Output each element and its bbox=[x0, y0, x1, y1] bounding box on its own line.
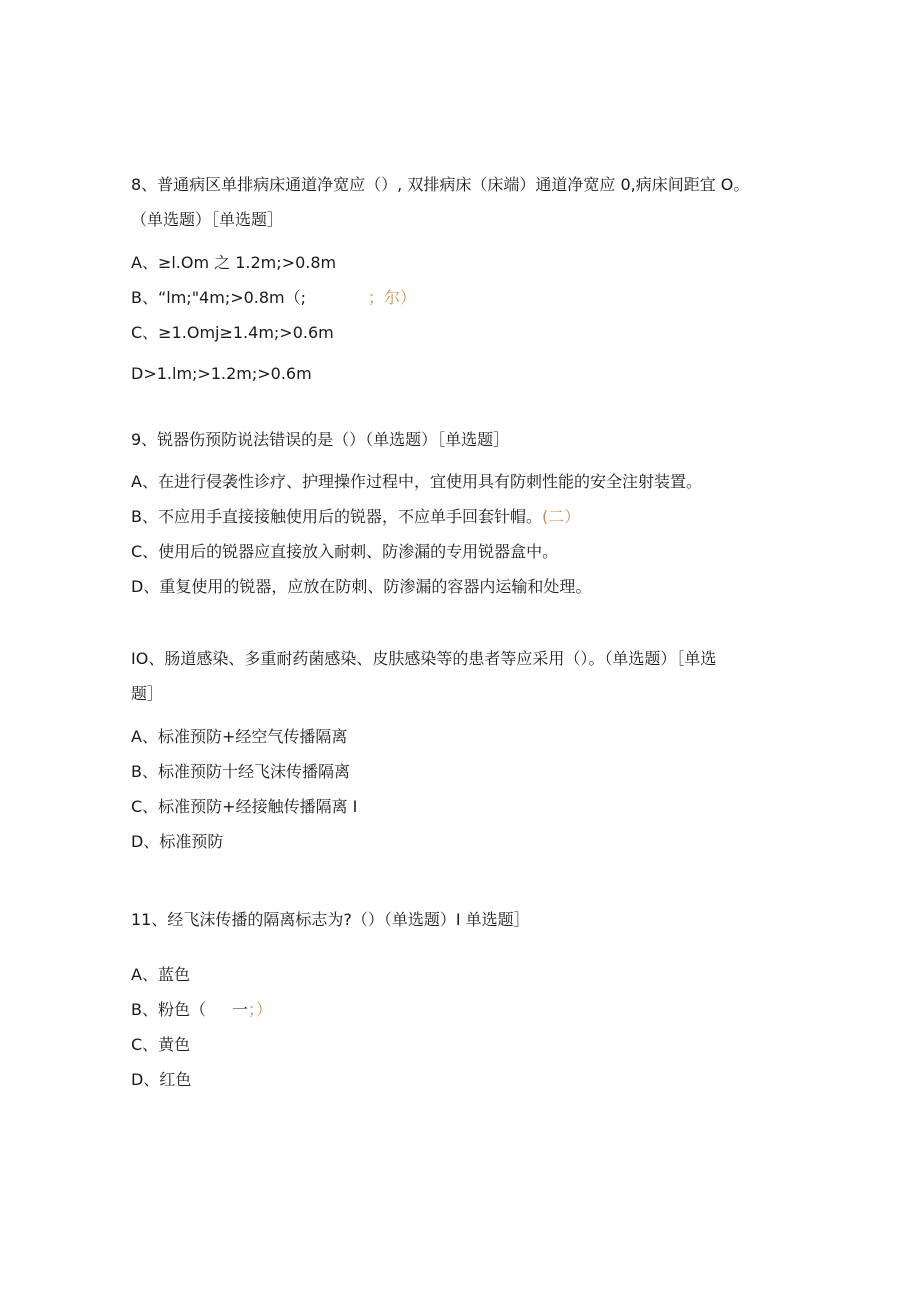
q11-option-b-text: B、粉色（ bbox=[131, 1000, 206, 1019]
q9-option-b-text: B、不应用手直接接触使用后的锐器，不应单手回套针帽。 bbox=[131, 507, 542, 526]
q11-option-b-mark2: ；） bbox=[248, 1000, 273, 1019]
q9-option-a: A、在进行侵袭性诊疗、护理操作过程中，宜使用具有防刺性能的安全注射装置。 bbox=[131, 472, 702, 491]
q8-option-d: D>1.lm;>1.2m;>0.6m bbox=[131, 364, 312, 383]
q11-option-c: C、黄色 bbox=[131, 1035, 191, 1054]
q10-option-c: C、标准预防+经接触传播隔离 I bbox=[131, 797, 358, 816]
q9-option-b bbox=[131, 506, 580, 528]
q9-option-b-mark: (二） bbox=[541, 507, 581, 526]
q8-option-b bbox=[131, 287, 416, 309]
q8-option-b-text: B、“lm;"4m;>0.8m（; bbox=[131, 288, 307, 307]
q10-option-d: D、标准预防 bbox=[131, 832, 224, 851]
q10-option-a: A、标准预防+经空气传播隔离 bbox=[131, 727, 348, 746]
q11-option-a: A、蓝色 bbox=[131, 965, 190, 984]
q10-option-b: B、标准预防十经飞沫传播隔离 bbox=[131, 762, 350, 781]
q8-stem-line1: 8、普通病区单排病床通道净宽应（）, 双排病床（床端）通道净宽应 0,病床间距宜 O。 bbox=[131, 175, 750, 194]
q8-option-c: C、≥1.Omj≥1.4m;>0.6m bbox=[131, 323, 334, 342]
q9-stem: 9、锐器伤预防说法错误的是（）（单选题）［单选题］ bbox=[131, 430, 510, 449]
q11-option-b bbox=[131, 999, 272, 1021]
q8-option-a: A、≥l.Om 之 1.2m;>0.8m bbox=[131, 253, 337, 272]
q8-stem-line2: （单选题）［单选题］ bbox=[131, 210, 284, 229]
q9-option-d: D、重复使用的锐器，应放在防刺、防渗漏的容器内运输和处理。 bbox=[131, 577, 592, 596]
q11-option-b-mark1: 一 bbox=[231, 1000, 248, 1019]
q11-option-d: D、红色 bbox=[131, 1070, 192, 1089]
q10-stem-line2: 题］ bbox=[131, 684, 164, 703]
q9-option-c: C、使用后的锐器应直接放入耐刺、防渗漏的专用锐器盒中。 bbox=[131, 542, 559, 561]
q8-option-b-mark: ；尔） bbox=[368, 288, 417, 307]
q11-stem: 11、经飞沫传播的隔离标志为?（）（单选题）I 单选题］ bbox=[131, 910, 530, 929]
q10-stem-line1: IO、肠道感染、多重耐药菌感染、皮肤感染等的患者等应采用（）。（单选题）［单选 bbox=[131, 649, 717, 668]
